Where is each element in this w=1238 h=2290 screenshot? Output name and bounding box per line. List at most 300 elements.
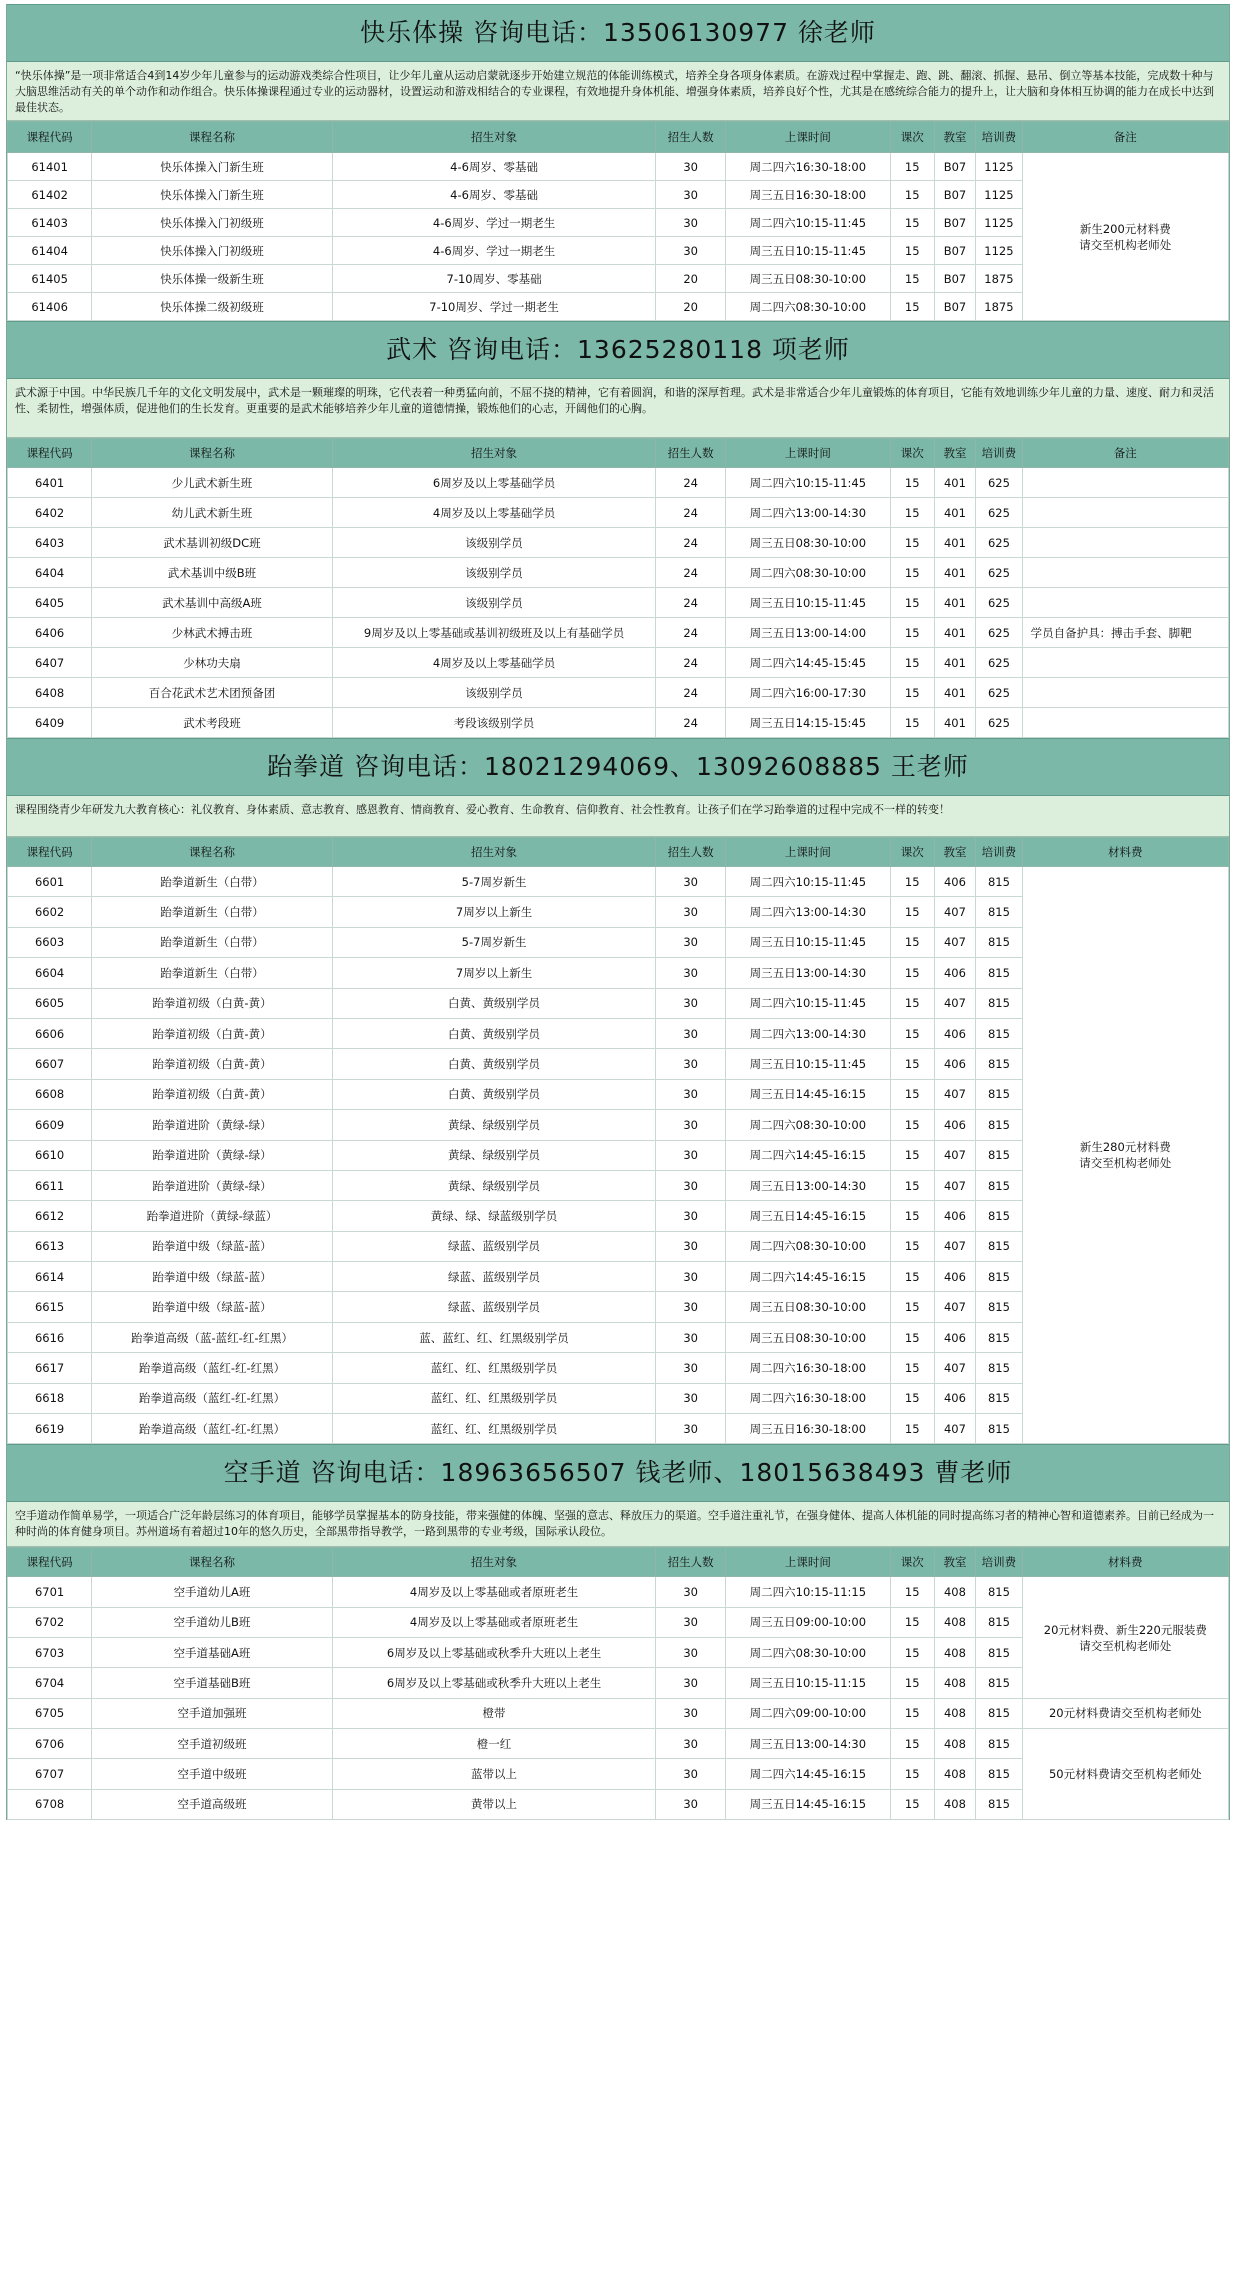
cell-schedule: 周二四六08:30-10:00 (725, 1638, 890, 1668)
cell-schedule: 周三五日16:30-18:00 (725, 1414, 890, 1444)
cell-capacity: 30 (656, 1140, 726, 1170)
header-sessions: 课次 (890, 1548, 934, 1577)
cell-capacity: 30 (656, 1414, 726, 1444)
section-title: 空手道 咨询电话：18963656507 钱老师、18015638493 曹老师 (7, 1444, 1229, 1502)
cell-schedule: 周三五日10:15-11:45 (725, 927, 890, 957)
cell-target: 白黄、黄级别学员 (332, 1018, 656, 1048)
header-schedule: 上课时间 (725, 122, 890, 153)
cell-target: 4周岁及以上零基础学员 (332, 648, 656, 678)
cell-schedule: 周二四六08:30-10:00 (725, 293, 890, 321)
cell-fee: 625 (976, 618, 1022, 648)
header-classroom: 教室 (934, 439, 976, 468)
cell-note (1022, 588, 1228, 618)
cell-fee: 815 (976, 1607, 1022, 1637)
header-target: 招生对象 (332, 439, 656, 468)
cell-sessions: 15 (890, 1079, 934, 1109)
cell-target: 蓝带以上 (332, 1759, 656, 1789)
cell-sessions: 15 (890, 1789, 934, 1819)
cell-capacity: 30 (656, 1698, 726, 1728)
cell-capacity: 30 (656, 237, 726, 265)
cell-course-code: 6616 (8, 1322, 92, 1352)
table-row (8, 1698, 1229, 1728)
table-row (8, 153, 1229, 181)
cell-course-name: 武术基训中高级A班 (92, 588, 333, 618)
cell-schedule: 周三五日16:30-18:00 (725, 181, 890, 209)
cell-classroom: 406 (934, 1322, 976, 1352)
course-table (7, 837, 1229, 1444)
table-row (8, 468, 1229, 498)
cell-fee: 815 (976, 1698, 1022, 1728)
cell-course-name: 跆拳道新生（白带） (92, 958, 333, 988)
cell-target: 黄带以上 (332, 1789, 656, 1819)
cell-fee: 625 (976, 468, 1022, 498)
cell-schedule: 周三五日13:00-14:00 (725, 618, 890, 648)
header-classroom: 教室 (934, 1548, 976, 1577)
cell-fee: 815 (976, 1262, 1022, 1292)
cell-course-name: 跆拳道高级（蓝-蓝红-红-红黑） (92, 1322, 333, 1352)
cell-sessions: 15 (890, 1262, 934, 1292)
cell-target: 白黄、黄级别学员 (332, 988, 656, 1018)
cell-capacity: 30 (656, 1353, 726, 1383)
cell-schedule: 周三五日10:15-11:45 (725, 237, 890, 265)
cell-target: 6周岁及以上零基础学员 (332, 468, 656, 498)
cell-fee: 815 (976, 897, 1022, 927)
cell-note (1022, 558, 1228, 588)
cell-note: 学员自备护具：搏击手套、脚靶 (1022, 618, 1228, 648)
cell-course-code: 6406 (8, 618, 92, 648)
cell-fee: 815 (976, 1789, 1022, 1819)
cell-capacity: 30 (656, 927, 726, 957)
cell-classroom: B07 (934, 209, 976, 237)
cell-course-code: 6407 (8, 648, 92, 678)
cell-capacity: 24 (656, 618, 726, 648)
section-4 (6, 1444, 1230, 1819)
cell-classroom: 408 (934, 1728, 976, 1758)
cell-course-code: 6409 (8, 708, 92, 738)
cell-fee: 815 (976, 1201, 1022, 1231)
cell-fee: 625 (976, 678, 1022, 708)
cell-classroom: B07 (934, 181, 976, 209)
cell-course-name: 跆拳道高级（蓝红-红-红黑） (92, 1414, 333, 1444)
table-row (8, 528, 1229, 558)
cell-note (1022, 468, 1228, 498)
table-row (8, 678, 1229, 708)
cell-schedule: 周三五日08:30-10:00 (725, 1322, 890, 1352)
course-table (7, 438, 1229, 738)
cell-capacity: 30 (656, 1018, 726, 1048)
header-note: 材料费 (1022, 1548, 1228, 1577)
cell-capacity: 30 (656, 958, 726, 988)
header-sessions: 课次 (890, 122, 934, 153)
cell-fee: 1125 (976, 237, 1022, 265)
cell-course-name: 空手道基础A班 (92, 1638, 333, 1668)
cell-schedule: 周二四六14:45-16:15 (725, 1759, 890, 1789)
cell-classroom: 406 (934, 958, 976, 988)
cell-course-code: 61401 (8, 153, 92, 181)
cell-classroom: B07 (934, 265, 976, 293)
cell-fee: 815 (976, 1231, 1022, 1261)
cell-course-code: 6606 (8, 1018, 92, 1048)
cell-sessions: 15 (890, 1353, 934, 1383)
header-schedule: 上课时间 (725, 439, 890, 468)
cell-course-code: 6401 (8, 468, 92, 498)
table-row (8, 1728, 1229, 1758)
cell-sessions: 15 (890, 528, 934, 558)
section-description: “快乐体操”是一项非常适合4到14岁少年儿童参与的运动游戏类综合性项目，让少年儿童从运动启蒙就逐步开始建立规范的体能训练模式，培养全身各项身体素质。在游戏过程中掌握走、跑、跳、翻滚、抓握、悬吊、倒立等基本技能，完成数十种与大脑思维活动有关的单个动作和动作组合。快乐体操课程通过专业的运动器材，设置运动和游戏相结合的专业课程，有效地提升身体机能、增强身体素质，培养良好个性，尤其是在感统综合能力的提升上，让大脑和身体相互协调的能力在成长中达到最佳状态。 (7, 62, 1229, 121)
cell-course-name: 跆拳道中级（绿蓝-蓝） (92, 1231, 333, 1261)
cell-classroom: 407 (934, 1231, 976, 1261)
cell-fee: 815 (976, 1018, 1022, 1048)
cell-course-code: 6405 (8, 588, 92, 618)
table-header-row (8, 838, 1229, 867)
cell-schedule: 周三五日10:15-11:15 (725, 1668, 890, 1698)
cell-course-code: 6707 (8, 1759, 92, 1789)
cell-sessions: 15 (890, 1414, 934, 1444)
cell-schedule: 周三五日08:30-10:00 (725, 265, 890, 293)
cell-course-name: 快乐体操二级初级班 (92, 293, 333, 321)
table-row (8, 498, 1229, 528)
header-capacity: 招生人数 (656, 1548, 726, 1577)
cell-course-code: 6704 (8, 1668, 92, 1698)
cell-course-name: 武术基训中级B班 (92, 558, 333, 588)
cell-fee: 815 (976, 1140, 1022, 1170)
header-course-name: 课程名称 (92, 439, 333, 468)
header-note: 材料费 (1022, 838, 1228, 867)
cell-classroom: 406 (934, 1049, 976, 1079)
cell-fee: 1875 (976, 293, 1022, 321)
cell-sessions: 15 (890, 618, 934, 648)
cell-course-name: 快乐体操入门初级班 (92, 209, 333, 237)
cell-course-code: 6602 (8, 897, 92, 927)
cell-fee: 625 (976, 558, 1022, 588)
table-row (8, 618, 1229, 648)
header-capacity: 招生人数 (656, 439, 726, 468)
cell-capacity: 30 (656, 1728, 726, 1758)
cell-schedule: 周二四六10:15-11:45 (725, 468, 890, 498)
cell-course-code: 6404 (8, 558, 92, 588)
cell-fee: 815 (976, 927, 1022, 957)
cell-target: 4-6周岁、学过一期老生 (332, 237, 656, 265)
cell-classroom: 401 (934, 708, 976, 738)
cell-classroom: B07 (934, 153, 976, 181)
cell-classroom: 401 (934, 558, 976, 588)
cell-course-code: 6613 (8, 1231, 92, 1261)
cell-fee: 815 (976, 1759, 1022, 1789)
cell-course-name: 跆拳道初级（白黄-黄） (92, 1018, 333, 1048)
cell-classroom: 401 (934, 468, 976, 498)
header-course-code: 课程代码 (8, 838, 92, 867)
cell-target: 5-7周岁新生 (332, 927, 656, 957)
section-title: 武术 咨询电话：13625280118 项老师 (7, 321, 1229, 379)
cell-sessions: 15 (890, 1049, 934, 1079)
cell-course-name: 空手道高级班 (92, 1789, 333, 1819)
cell-classroom: 406 (934, 1110, 976, 1140)
cell-course-name: 跆拳道进阶（黄绿-绿） (92, 1170, 333, 1200)
cell-capacity: 30 (656, 1638, 726, 1668)
cell-fee: 815 (976, 1292, 1022, 1322)
header-note: 备注 (1022, 439, 1228, 468)
cell-fee: 815 (976, 958, 1022, 988)
course-table (7, 121, 1229, 321)
cell-sessions: 15 (890, 1607, 934, 1637)
header-fee: 培训费 (976, 439, 1022, 468)
cell-classroom: 408 (934, 1607, 976, 1637)
cell-course-name: 武术考段班 (92, 708, 333, 738)
cell-course-name: 跆拳道高级（蓝红-红-红黑） (92, 1353, 333, 1383)
header-sessions: 课次 (890, 439, 934, 468)
cell-schedule: 周三五日14:45-16:15 (725, 1079, 890, 1109)
section-title: 跆拳道 咨询电话：18021294069、13092608885 王老师 (7, 738, 1229, 796)
cell-course-code: 6703 (8, 1638, 92, 1668)
cell-sessions: 15 (890, 1170, 934, 1200)
cell-classroom: 407 (934, 897, 976, 927)
cell-sessions: 15 (890, 867, 934, 897)
cell-capacity: 24 (656, 678, 726, 708)
cell-course-name: 跆拳道新生（白带） (92, 927, 333, 957)
cell-capacity: 20 (656, 293, 726, 321)
cell-capacity: 30 (656, 1759, 726, 1789)
cell-target: 4-6周岁、学过一期老生 (332, 209, 656, 237)
cell-schedule: 周三五日13:00-14:30 (725, 958, 890, 988)
cell-course-code: 6702 (8, 1607, 92, 1637)
cell-sessions: 15 (890, 293, 934, 321)
cell-course-code: 6402 (8, 498, 92, 528)
cell-capacity: 30 (656, 209, 726, 237)
cell-target: 橙一红 (332, 1728, 656, 1758)
cell-course-code: 6614 (8, 1262, 92, 1292)
cell-classroom: 406 (934, 1018, 976, 1048)
cell-target: 4周岁及以上零基础或者原班老生 (332, 1577, 656, 1607)
cell-course-name: 跆拳道高级（蓝红-红-红黑） (92, 1383, 333, 1413)
cell-target: 7周岁以上新生 (332, 897, 656, 927)
cell-target: 蓝红、红、红黑级别学员 (332, 1383, 656, 1413)
cell-course-name: 跆拳道进阶（黄绿-绿蓝） (92, 1201, 333, 1231)
cell-sessions: 15 (890, 498, 934, 528)
cell-schedule: 周二四六16:30-18:00 (725, 153, 890, 181)
cell-course-code: 6612 (8, 1201, 92, 1231)
cell-capacity: 30 (656, 153, 726, 181)
header-target: 招生对象 (332, 838, 656, 867)
cell-sessions: 15 (890, 1638, 934, 1668)
cell-sessions: 15 (890, 708, 934, 738)
cell-course-name: 武术基训初级DC班 (92, 528, 333, 558)
cell-classroom: 407 (934, 1292, 976, 1322)
header-course-code: 课程代码 (8, 1548, 92, 1577)
cell-schedule: 周三五日10:15-11:45 (725, 1049, 890, 1079)
cell-course-name: 少林功夫扇 (92, 648, 333, 678)
header-fee: 培训费 (976, 122, 1022, 153)
cell-target: 该级别学员 (332, 558, 656, 588)
cell-course-code: 6619 (8, 1414, 92, 1444)
cell-target: 绿蓝、蓝级别学员 (332, 1231, 656, 1261)
cell-sessions: 15 (890, 1577, 934, 1607)
cell-sessions: 15 (890, 1668, 934, 1698)
cell-course-code: 6603 (8, 927, 92, 957)
cell-course-name: 空手道中级班 (92, 1759, 333, 1789)
cell-course-code: 6706 (8, 1728, 92, 1758)
cell-note (1022, 678, 1228, 708)
section-description: 空手道动作简单易学，一项适合广泛年龄层练习的体育项目，能够学员掌握基本的防身技能，带来强健的体魄、坚强的意志、释放压力的渠道。空手道注重礼节，在强身健体、提高人体机能的同时提高练习者的精神心智和道德素养。目前已经成为一种时尚的体育健身项目。苏州道场有着超过10年的悠久历史，全部黑带指导教学，一路到黑带的专业考级，国际承认段位。 (7, 1502, 1229, 1547)
cell-target: 7周岁以上新生 (332, 958, 656, 988)
cell-target: 考段该级别学员 (332, 708, 656, 738)
cell-classroom: 408 (934, 1668, 976, 1698)
cell-classroom: 407 (934, 1140, 976, 1170)
cell-schedule: 周二四六10:15-11:45 (725, 867, 890, 897)
cell-classroom: 406 (934, 867, 976, 897)
header-fee: 培训费 (976, 838, 1022, 867)
cell-fee: 815 (976, 1638, 1022, 1668)
section-3 (6, 738, 1230, 1444)
cell-schedule: 周二四六16:30-18:00 (725, 1353, 890, 1383)
cell-schedule: 周二四六16:30-18:00 (725, 1383, 890, 1413)
cell-classroom: 408 (934, 1638, 976, 1668)
header-note: 备注 (1022, 122, 1228, 153)
cell-target: 绿蓝、蓝级别学员 (332, 1292, 656, 1322)
cell-fee: 625 (976, 708, 1022, 738)
cell-classroom: 407 (934, 1170, 976, 1200)
cell-fee: 815 (976, 1668, 1022, 1698)
cell-capacity: 30 (656, 897, 726, 927)
cell-course-name: 跆拳道中级（绿蓝-蓝） (92, 1262, 333, 1292)
cell-fee: 815 (976, 1079, 1022, 1109)
cell-fee: 815 (976, 1049, 1022, 1079)
cell-schedule: 周二四六10:15-11:15 (725, 1577, 890, 1607)
cell-fee: 1125 (976, 153, 1022, 181)
cell-course-name: 跆拳道新生（白带） (92, 867, 333, 897)
table-row (8, 1577, 1229, 1607)
cell-target: 9周岁及以上零基础或基训初级班及以上有基础学员 (332, 618, 656, 648)
cell-course-code: 6403 (8, 528, 92, 558)
cell-course-code: 61404 (8, 237, 92, 265)
cell-course-code: 61406 (8, 293, 92, 321)
course-catalog (6, 4, 1230, 1820)
header-classroom: 教室 (934, 122, 976, 153)
cell-course-name: 少林武术搏击班 (92, 618, 333, 648)
cell-fee: 815 (976, 1383, 1022, 1413)
cell-sessions: 15 (890, 1231, 934, 1261)
cell-fee: 815 (976, 988, 1022, 1018)
cell-fee: 815 (976, 1110, 1022, 1140)
cell-fee: 815 (976, 1170, 1022, 1200)
cell-capacity: 24 (656, 468, 726, 498)
cell-sessions: 15 (890, 468, 934, 498)
cell-fee: 1125 (976, 209, 1022, 237)
cell-schedule: 周三五日13:00-14:30 (725, 1170, 890, 1200)
cell-fee: 625 (976, 588, 1022, 618)
cell-schedule: 周二四六08:30-10:00 (725, 558, 890, 588)
cell-fee: 625 (976, 498, 1022, 528)
table-row (8, 588, 1229, 618)
cell-classroom: 408 (934, 1789, 976, 1819)
cell-course-name: 空手道加强班 (92, 1698, 333, 1728)
cell-fee: 815 (976, 1322, 1022, 1352)
cell-target: 7-10周岁、学过一期老生 (332, 293, 656, 321)
cell-classroom: 407 (934, 1414, 976, 1444)
cell-course-name: 跆拳道新生（白带） (92, 897, 333, 927)
cell-capacity: 24 (656, 498, 726, 528)
cell-fee: 815 (976, 867, 1022, 897)
cell-target: 4-6周岁、零基础 (332, 153, 656, 181)
header-course-name: 课程名称 (92, 1548, 333, 1577)
cell-target: 黄绿、绿级别学员 (332, 1170, 656, 1200)
cell-classroom: 407 (934, 927, 976, 957)
cell-classroom: 407 (934, 1353, 976, 1383)
cell-sessions: 15 (890, 181, 934, 209)
cell-course-name: 跆拳道进阶（黄绿-绿） (92, 1110, 333, 1140)
header-capacity: 招生人数 (656, 122, 726, 153)
cell-course-name: 少儿武术新生班 (92, 468, 333, 498)
cell-schedule: 周二四六08:30-10:00 (725, 1110, 890, 1140)
table-row (8, 558, 1229, 588)
cell-schedule: 周三五日13:00-14:30 (725, 1728, 890, 1758)
cell-schedule: 周二四六14:45-15:45 (725, 648, 890, 678)
cell-schedule: 周二四六13:00-14:30 (725, 498, 890, 528)
cell-fee: 1125 (976, 181, 1022, 209)
cell-sessions: 15 (890, 237, 934, 265)
cell-sessions: 15 (890, 153, 934, 181)
header-sessions: 课次 (890, 838, 934, 867)
cell-classroom: 406 (934, 1383, 976, 1413)
cell-capacity: 30 (656, 1322, 726, 1352)
cell-course-name: 空手道基础B班 (92, 1668, 333, 1698)
cell-capacity: 30 (656, 1292, 726, 1322)
cell-capacity: 30 (656, 1577, 726, 1607)
cell-sessions: 15 (890, 209, 934, 237)
cell-capacity: 30 (656, 1607, 726, 1637)
cell-target: 4周岁及以上零基础学员 (332, 498, 656, 528)
cell-note (1022, 708, 1228, 738)
cell-course-code: 6701 (8, 1577, 92, 1607)
cell-schedule: 周二四六14:45-16:15 (725, 1262, 890, 1292)
header-course-name: 课程名称 (92, 122, 333, 153)
cell-schedule: 周三五日08:30-10:00 (725, 528, 890, 558)
cell-target: 黄绿、绿级别学员 (332, 1110, 656, 1140)
table-header-row (8, 439, 1229, 468)
cell-target: 5-7周岁新生 (332, 867, 656, 897)
cell-classroom: 406 (934, 1262, 976, 1292)
table-row (8, 648, 1229, 678)
cell-capacity: 24 (656, 708, 726, 738)
cell-classroom: 401 (934, 588, 976, 618)
section-1 (6, 4, 1230, 321)
header-classroom: 教室 (934, 838, 976, 867)
cell-capacity: 30 (656, 1262, 726, 1292)
cell-target: 该级别学员 (332, 678, 656, 708)
cell-course-code: 6607 (8, 1049, 92, 1079)
cell-classroom: 401 (934, 648, 976, 678)
cell-course-code: 6618 (8, 1383, 92, 1413)
section-description: 武术源于中国。中华民族几千年的文化文明发展中，武术是一颗璀璨的明珠，它代表着一种勇猛向前，不屈不挠的精神，它有着圆润，和谐的深厚哲理。武术是非常适合少年儿童锻炼的体育项目，它能有效地训练少年儿童的力量、速度、耐力和灵活性、柔韧性，增强体质，促进他们的生长发育。更重要的是武术能够培养少年儿童的道德情操，锻炼他们的心志，开阔他们的心胸。 (7, 379, 1229, 438)
cell-target: 6周岁及以上零基础或秋季升大班以上老生 (332, 1638, 656, 1668)
cell-sessions: 15 (890, 1140, 934, 1170)
cell-note: 50元材料费请交至机构老师处 (1022, 1728, 1228, 1819)
cell-sessions: 15 (890, 1759, 934, 1789)
cell-course-code: 61405 (8, 265, 92, 293)
cell-sessions: 15 (890, 588, 934, 618)
cell-capacity: 30 (656, 1170, 726, 1200)
cell-sessions: 15 (890, 958, 934, 988)
cell-capacity: 30 (656, 1231, 726, 1261)
cell-course-name: 空手道初级班 (92, 1728, 333, 1758)
cell-capacity: 20 (656, 265, 726, 293)
cell-classroom: 407 (934, 988, 976, 1018)
cell-course-code: 6601 (8, 867, 92, 897)
cell-fee: 625 (976, 648, 1022, 678)
header-schedule: 上课时间 (725, 1548, 890, 1577)
cell-sessions: 15 (890, 1383, 934, 1413)
cell-fee: 815 (976, 1577, 1022, 1607)
cell-classroom: 401 (934, 678, 976, 708)
